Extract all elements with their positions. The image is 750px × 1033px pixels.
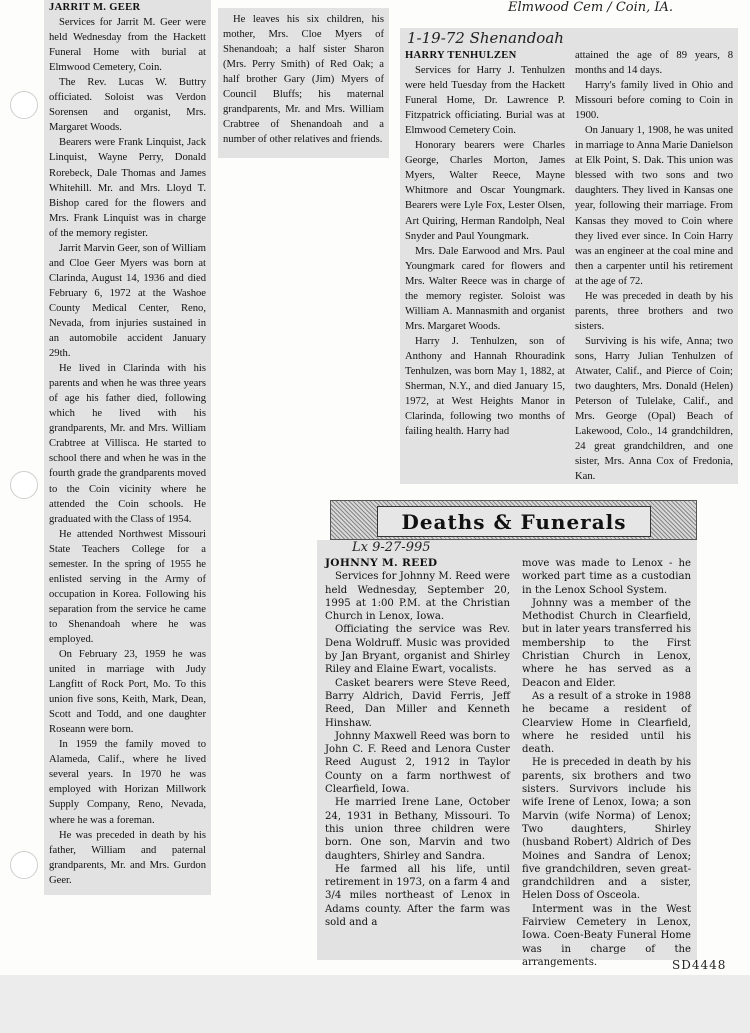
tenhulzen-heading: HARRY TENHULZEN — [405, 50, 517, 61]
cemetery-location-note: Elmwood Cem / Coin, IA. — [508, 0, 674, 15]
paragraph: attained the age of 89 years, 8 months and 14 days. — [575, 50, 733, 77]
paragraph: Mrs. Dale Earwood and Mrs. Paul Youngmark cared for flowers and Mrs. Walter Reece was in charge of the memory register. Soloist was William A. Mannasmith and organist Mrs. Margaret Woods. — [405, 245, 565, 332]
reed-obituary-column-1 — [317, 540, 516, 960]
geer-heading: JARRIT M. GEER — [49, 2, 141, 13]
tenhulzen-obituary-column-2 — [570, 28, 738, 484]
paragraph: He married Irene Lane, October 24, 1931 in Bethany, Missouri. To this union three children were born. One son, Marvin and two daughters, Shirley and Sandra. — [325, 797, 510, 862]
reed-date-note: Lx 9-27-995 — [352, 540, 431, 555]
geer-obituary-column-1 — [44, 0, 211, 895]
paragraph: Honorary bearers were Charles George, Charles Morton, James Myers, Walter Reece, Mayne Whitmore and Oscar Youngmark. Bearers were Lyle Fox, Lester Olsen, Art Quiring, Herman Randolph, Neal Snyder and Paul Youngmark. — [405, 140, 565, 242]
paragraph: Harry's family lived in Ohio and Missouri before coming to Coin in 1900. — [575, 80, 733, 122]
reed-obituary-column-2 — [516, 540, 697, 968]
paragraph: Casket bearers were Steve Reed, Barry Aldrich, David Ferris, Jeff Reed, Dan Miller and Kenneth Hinshaw. — [325, 677, 510, 729]
banner-title: Deaths & Funerals — [377, 506, 651, 537]
deaths-funerals-banner — [330, 500, 697, 540]
paragraph: He attended Northwest Missouri State Teachers College for a semester. In the spring of 1955 he enlisted serving in the Army of occupation in Korea. Following his separation from the service he came to Shenandoah where he was employed. — [49, 528, 206, 645]
tenhulzen-obituary-column-1 — [400, 28, 570, 484]
paragraph: On January 1, 1908, he was united in marriage to Anna Marie Danielson at Elk Point, S. Dak. This union was blessed with two sons and two daughters. They lived in Kansas one year, following their marriage. From Kansas they moved to Coin where they lived ever since. In Coin Harry was an engineer at the coal mine and then a carpenter until his retirement at the age of 72. — [575, 125, 733, 287]
paragraph: Bearers were Frank Linquist, Jack Linquist, Wayne Perry, Donald Rorebeck, Dale Thomas and James Whitehill. Mr. and Mrs. Lloyd T. Bishop cared for the flowers and Mrs. Frank Linquist was in charge of the memory register. — [49, 137, 206, 239]
binder-hole-top — [10, 91, 38, 119]
paragraph: Jarrit Marvin Geer, son of William and Cloe Geer Myers was born at Clarinda, August 14, 1936 and died February 6, 1972 at the Washoe County Medical Center, Reno, Nevada, from injuries sustained in an automobile accident January 29th. — [49, 242, 206, 360]
paragraph: As a result of a stroke in 1988 he became a resident of Clearview Home in Clearfield, where he resided until his death. — [522, 690, 691, 756]
paragraph: Services for Jarrit M. Geer were held Wednesday from the Hackett Funeral Home with burial at Elmwood Cemetery, Coin. — [49, 17, 206, 74]
geer-obituary-column-2 — [218, 8, 389, 158]
paragraph: Services for Johnny M. Reed were held Wednesday, September 20, 1995 at 1:00 P.M. at the Christian Church in Lenox, Iowa. — [325, 571, 510, 623]
paragraph: Services for Harry J. Tenhulzen were held Tuesday from the Hackett Funeral Home, Dr. Lawrence P. Fitzpatrick officiating. Burial was at Elmwood Cemetery Coin. — [405, 65, 565, 137]
paragraph: Harry J. Tenhulzen, son of Anthony and Hannah Rhouradink Tenhulzen, was born May 1, 1882, at Sherman, N.Y., and died January 15, 1972, at West Heights Manor in Clarinda, following two months of failing health. Harry had — [405, 335, 565, 438]
page-id-label: SD4448 — [672, 958, 727, 972]
paragraph: Interment was in the West Fairview Cemetery in Lenox, Iowa. Coen-Beaty Funeral Home was in charge of the arrangements. — [522, 903, 691, 968]
paragraph: Johnny was a member of the Methodist Church in Clearfield, but in later years transferred his membership to the First Christian Church in Lenox, where he has served as a Deacon and Elder. — [522, 597, 691, 689]
tenhulzen-date-note: 1-19-72 Shenandoah — [407, 29, 564, 47]
paragraph: Officiating the service was Rev. Dena Woldruff. Music was provided by Jan Bryant, organist and Shirley Riley and Elaine Ewart, vocalists. — [325, 624, 510, 676]
paragraph: He is preceded in death by his parents, six brothers and two sisters. Survivors include his wife Irene of Lenox, Iowa; a son Marvin (wife Norma) of Lenox; Two daughters, Shirley (husband Robert) Aldrich of Des Moines and Sandra of Lenox; five grandchildren, seven great-grandchildren and a sister, Helen Doss of Osceola. — [522, 757, 691, 902]
paragraph: Surviving is his wife, Anna; two sons, Harry Julian Tenhulzen of Atwater, Calif., and Pierce of Coin; two daughters, Mrs. Donald (Helen) Peterson of Tulelake, Calif., and Mrs. George (Opal) Beach of Lakewood, Colo., 14 grandchildren, 24 great grandchildren, and one sister, Mrs. Anna Cox of Fredonia, Kan. — [575, 335, 733, 483]
page-bottom-margin — [0, 975, 750, 1033]
paragraph: Johnny Maxwell Reed was born to John C. F. Reed and Lenora Custer Reed August 2, 1912 in Taylor County on a farm northwest of Clearfield, Iowa. — [325, 730, 510, 796]
paragraph: The Rev. Lucas W. Buttry officiated. Soloist was Verdon Sorensen and organist, Mrs. Margaret Woods. — [49, 77, 206, 134]
paragraph: On February 23, 1959 he was united in marriage with Judy Langfitt of Rock Port, Mo. To this union five sons, Keith, Mark, Dean, Scott and Todd, and one daughter Roseann were born. — [49, 649, 206, 736]
binder-hole-middle — [10, 471, 38, 499]
paragraph: He lived in Clarinda with his parents and when he was three years of age his father died, following which he lived with his grandparents, Mr. and Mrs. William Crabtree at Villisca. He started to school there and when he was in the fourth grade the grandparents moved to the Coin vicinity where he attended the Coin schools. He graduated with the Class of 1954. — [49, 363, 206, 525]
reed-heading: JOHNNY M. REED — [325, 557, 438, 569]
paragraph: move was made to Lenox - he worked part time as a custodian in the Lenox School System. — [522, 558, 691, 596]
paragraph: He farmed all his life, until retirement in 1973, on a farm 4 and 3/4 miles northeast of Lenox in Adams county. After the farm was sold and a — [325, 863, 510, 929]
paragraph: He was preceded in death by his father, William and paternal grandparents, Mr. and Mrs. Gurdon Geer. — [49, 829, 206, 886]
paragraph: He was preceded in death by his parents, three brothers and two sisters. — [575, 290, 733, 332]
paragraph: He leaves his six children, his mother, Mrs. Cloe Myers of Shenandoah; a half sister Sharon (Mrs. Perry Smith) of Red Oak; a half brother Gary (Jim) Myers of Council Bluffs; his maternal grandparents, Mr. and Mrs. William Crabtree of Shenandoah and a number of other relatives and friends. — [223, 14, 384, 146]
binder-hole-bottom — [10, 851, 38, 879]
paragraph: In 1959 the family moved to Alameda, Calif., where he lived several years. In 1970 he was employed with Horizan Millwork Supply Company, Reno, Nevada, where he was a foreman. — [49, 739, 206, 826]
